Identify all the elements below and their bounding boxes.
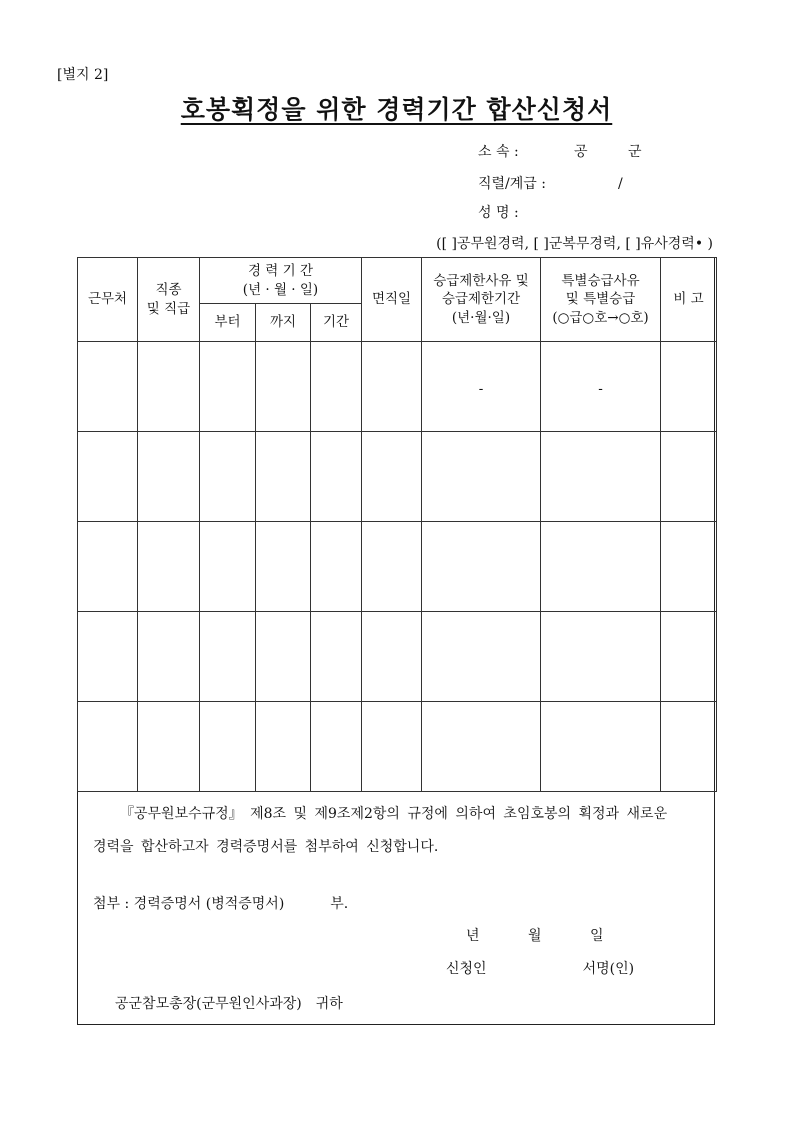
cell-special-promotion[interactable] <box>541 612 661 702</box>
attachment-line <box>93 893 348 913</box>
header-period-line1: 경 력 기 간 <box>247 263 314 280</box>
cell-to[interactable] <box>256 612 311 702</box>
cell-remarks[interactable] <box>661 522 717 612</box>
cell-duration[interactable] <box>311 342 362 432</box>
cell-remarks[interactable] <box>661 702 717 792</box>
table-row <box>78 342 717 432</box>
header-restriction-line1: 승급제한사유 및 <box>433 273 529 290</box>
cell-dismissal-days[interactable] <box>362 522 422 612</box>
affiliation-label: 소 속 : <box>478 144 519 160</box>
affiliation-line <box>478 141 660 161</box>
cell-restriction[interactable] <box>422 342 541 432</box>
name-label: 성 명 : <box>478 205 519 221</box>
cell-remarks[interactable] <box>661 432 717 522</box>
signature-label: 서명(인) <box>582 961 635 977</box>
applicant-label: 신청인 <box>446 961 487 977</box>
cell-special-promotion[interactable] <box>541 432 661 522</box>
form-title <box>0 90 793 126</box>
cell-from[interactable] <box>200 612 256 702</box>
cell-special-promotion[interactable] <box>541 702 661 792</box>
cell-duration[interactable] <box>311 612 362 702</box>
cell-job-type[interactable] <box>138 522 200 612</box>
date-line <box>466 925 652 945</box>
header-period-line2: (년 · 월 · 일) <box>242 281 319 298</box>
cell-to[interactable] <box>256 702 311 792</box>
cell-workplace[interactable] <box>78 612 138 702</box>
cell-to[interactable] <box>256 432 311 522</box>
form-title-text: 호봉획정을 위한 경력기간 합산신청서 <box>180 95 613 124</box>
special-dash: - <box>598 381 603 397</box>
career-type-checkboxes[interactable]: ([ ]공무원경력, [ ]군복무경력, [ ]유사경력• ) <box>436 236 713 252</box>
cell-from[interactable] <box>200 342 256 432</box>
cell-job-type[interactable] <box>138 432 200 522</box>
cell-job-type[interactable] <box>138 612 200 702</box>
cell-workplace[interactable] <box>78 342 138 432</box>
annex-label: [별지 2] <box>57 67 109 83</box>
addressee-line <box>115 993 343 1013</box>
table-row <box>78 522 717 612</box>
cell-from[interactable] <box>200 522 256 612</box>
cell-dismissal-days[interactable] <box>362 432 422 522</box>
table-row <box>78 612 717 702</box>
addressee: 공군참모총장(군무원인사과장) <box>115 996 302 1012</box>
cell-to[interactable] <box>256 522 311 612</box>
name-line <box>478 202 556 222</box>
cell-restriction[interactable] <box>422 612 541 702</box>
header-to: 까지 <box>256 304 311 342</box>
header-job-type-line2: 및 직급 <box>146 300 191 317</box>
header-special-promotion <box>541 258 661 342</box>
rank-label: 직렬/계급 : <box>478 176 546 192</box>
attachment-label: 첨부 : 경력증명서 (병적증명서) <box>93 896 285 912</box>
cell-workplace[interactable] <box>78 432 138 522</box>
cell-duration[interactable] <box>311 432 362 522</box>
date-day: 일 <box>590 928 604 944</box>
cell-duration[interactable] <box>311 522 362 612</box>
header-restriction <box>422 258 541 342</box>
cell-remarks[interactable] <box>661 342 717 432</box>
rank-line <box>478 173 623 193</box>
cell-job-type[interactable] <box>138 702 200 792</box>
header-dismissal-days: 면직일 <box>362 258 422 342</box>
date-month: 월 <box>528 928 542 944</box>
statement-line-1: 『공무원보수규정』 제8조 및 제9조제2항의 규정에 의하여 초임호봉의 획정과 새로운 <box>120 806 668 822</box>
cell-job-type[interactable] <box>138 342 200 432</box>
header-career-period <box>200 258 362 304</box>
cell-dismissal-days[interactable] <box>362 342 422 432</box>
header-special-line3: (○급○호→○호) <box>552 309 649 326</box>
cell-special-promotion[interactable] <box>541 522 661 612</box>
applicant-line <box>446 958 634 978</box>
header-from: 부터 <box>200 304 256 342</box>
cell-restriction[interactable] <box>422 522 541 612</box>
header-job-type-line1: 직종 <box>155 282 182 299</box>
header-restriction-line3: (년·월·일) <box>451 309 511 326</box>
cell-duration[interactable] <box>311 702 362 792</box>
date-year: 년 <box>466 928 480 944</box>
table-row <box>78 432 717 522</box>
header-special-line1: 특별승급사유 <box>561 273 640 290</box>
affiliation-value: 공 군 <box>574 144 660 160</box>
cell-special-promotion[interactable] <box>541 342 661 432</box>
attachment-unit: 부. <box>330 896 349 912</box>
cell-dismissal-days[interactable] <box>362 702 422 792</box>
header-workplace: 근무처 <box>78 258 138 342</box>
career-table <box>77 257 717 792</box>
header-row-1 <box>78 258 717 304</box>
addressee-suffix: 귀하 <box>315 996 343 1012</box>
header-special-line2: 및 특별승급 <box>565 291 636 308</box>
header-remarks: 비 고 <box>661 258 717 342</box>
cell-to[interactable] <box>256 342 311 432</box>
cell-from[interactable] <box>200 702 256 792</box>
restriction-dash: - <box>478 381 484 397</box>
statement-line-2: 경력을 합산하고자 경력증명서를 첨부하여 신청합니다. <box>93 839 439 855</box>
header-job-type <box>138 258 200 342</box>
cell-remarks[interactable] <box>661 612 717 702</box>
cell-workplace[interactable] <box>78 522 138 612</box>
cell-dismissal-days[interactable] <box>362 612 422 702</box>
rank-value: / <box>618 176 623 192</box>
cell-restriction[interactable] <box>422 432 541 522</box>
table-row <box>78 702 717 792</box>
cell-workplace[interactable] <box>78 702 138 792</box>
cell-from[interactable] <box>200 432 256 522</box>
cell-restriction[interactable] <box>422 702 541 792</box>
header-duration: 기간 <box>311 304 362 342</box>
header-restriction-line2: 승급제한기간 <box>441 291 521 308</box>
